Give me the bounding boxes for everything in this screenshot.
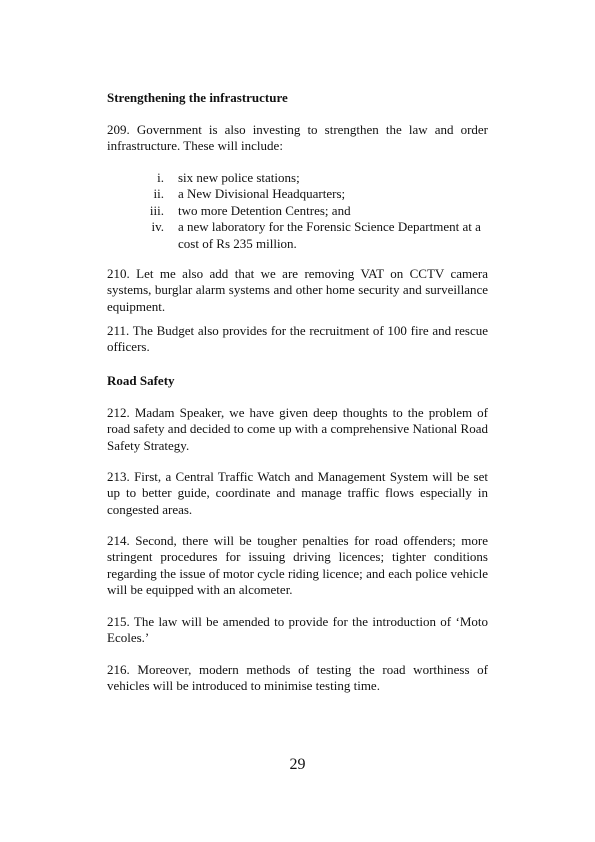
list-item bbox=[107, 219, 488, 252]
paragraph-209 bbox=[107, 122, 488, 155]
paragraph-210-text: 210. Let me also add that we are removing VAT on CCTV camera systems, burglar alarm systems and other home security and surveillance equipment. bbox=[107, 266, 488, 314]
heading-road-safety: Road Safety bbox=[107, 373, 175, 388]
paragraph-212-text: 212. Madam Speaker, we have given deep thoughts to the problem of road safety and decided to come up with a comprehensive National Road Safety Strategy. bbox=[107, 405, 488, 453]
paragraph-209-text: 209. Government is also investing to strengthen the law and order infrastructure. These will include: bbox=[107, 122, 488, 154]
paragraph-215 bbox=[107, 614, 488, 647]
section-heading-infrastructure bbox=[107, 90, 488, 106]
list-item-number: iv. bbox=[151, 219, 164, 235]
paragraph-216-text: 216. Moreover, modern methods of testing the road worthiness of vehicles will be introduced to minimise testing time. bbox=[107, 662, 488, 694]
paragraph-215-text: 215. The law will be amended to provide for the introduction of ‘Moto Ecoles.’ bbox=[107, 614, 488, 646]
paragraph-211 bbox=[107, 323, 488, 356]
paragraph-212 bbox=[107, 405, 488, 454]
paragraph-213-text: 213. First, a Central Traffic Watch and Management System will be set up to better guide, coordinate and manage traffic flows especially in congested areas. bbox=[107, 469, 488, 517]
list-item-number: i. bbox=[157, 170, 164, 185]
list-item bbox=[107, 203, 488, 219]
paragraph-214 bbox=[107, 533, 488, 599]
list-item-text: six new police stations; bbox=[178, 170, 300, 185]
paragraph-214-text: 214. Second, there will be tougher penalties for road offenders; more stringent procedures for issuing driving licences; tighter conditions regarding the issue of motor cycle riding licence; and each police vehicle will be equipped with an alcometer. bbox=[107, 533, 488, 598]
list-item-text: two more Detention Centres; and bbox=[178, 202, 351, 218]
section-heading-road-safety bbox=[107, 373, 488, 389]
infrastructure-list bbox=[107, 170, 488, 252]
numbered-list bbox=[107, 170, 488, 252]
paragraph-213 bbox=[107, 469, 488, 518]
paragraph-211-text: 211. The Budget also provides for the recruitment of 100 fire and rescue officers. bbox=[107, 323, 488, 355]
list-item bbox=[107, 186, 488, 202]
list-item bbox=[107, 170, 488, 186]
list-item-text: a New Divisional Headquarters; bbox=[178, 186, 346, 202]
list-item-number: ii. bbox=[153, 186, 164, 202]
list-item-number: iii. bbox=[149, 202, 164, 218]
paragraph-210 bbox=[107, 266, 488, 315]
heading-strengthening-infrastructure: Strengthening the infrastructure bbox=[107, 90, 288, 105]
list-item-text: a new laboratory for the Forensic Science Department at a cost of Rs 235 million. bbox=[178, 219, 481, 251]
paragraph-216 bbox=[107, 662, 488, 695]
page-number: 29 bbox=[289, 756, 306, 773]
